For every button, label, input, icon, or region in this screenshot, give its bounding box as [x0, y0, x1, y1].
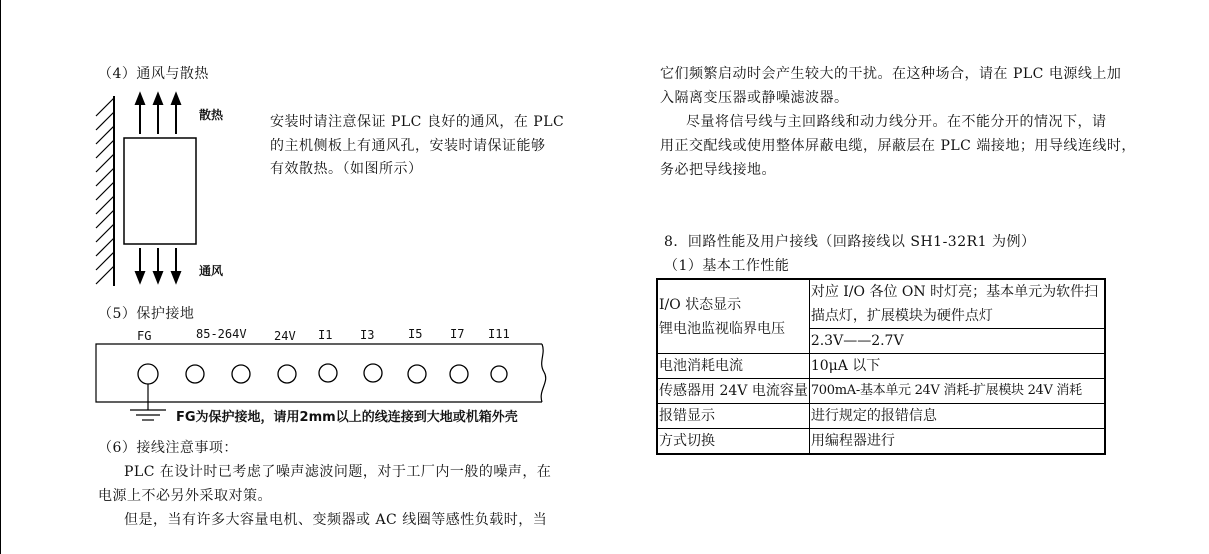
right-para-line-3: 尽量将信号线与主回路线和动力线分开。在不能分开的情况下，请 — [686, 114, 1107, 130]
table-value: 700mA-基本单元 24V 消耗-扩展模块 24V 消耗 — [809, 379, 1105, 404]
terminal-label-i3: I3 — [360, 328, 375, 342]
table-value: 用编程器进行 — [809, 429, 1105, 455]
table-value: 10μA 以下 — [809, 354, 1105, 379]
right-para-line-2: 入隔离变压器或静噪滤波器。 — [660, 90, 849, 106]
table-key: 传感器用 24V 电流容量 — [657, 379, 809, 404]
section-4-title: （4）通风与散热 — [98, 66, 209, 82]
table-row — [657, 404, 1105, 429]
vent-label: 通风 — [199, 264, 224, 278]
right-para-line-1: 它们频繁启动时会产生较大的干扰。在这种场合，请在 PLC 电源线上加 — [660, 66, 1122, 82]
section-6-line-1: PLC 在设计时已考虑了噪声滤波问题，对于工厂内一般的噪声，在 — [124, 464, 552, 480]
terminal-label-i1: I1 — [318, 328, 333, 342]
right-para-line-5: 务必把导线接地。 — [660, 162, 776, 178]
right-para-line-4: 用正交配线或使用整体屏蔽电缆，屏蔽层在 PLC 端接地；用导线连线时， — [660, 138, 1136, 154]
io-status-label: I/O 状态显示 — [659, 296, 742, 313]
terminal-label-i7: I7 — [450, 327, 465, 341]
terminal-label-24v: 24V — [274, 329, 296, 343]
table-row — [657, 279, 1105, 329]
table-row — [657, 429, 1105, 455]
heat-label: 散热 — [199, 108, 224, 122]
section-8-title: 8．回路性能及用户接线（回路接线以 SH1-32R1 为例） — [664, 234, 1036, 250]
terminal-label-power: 85-264V — [196, 327, 247, 341]
section-6-title: （6）接线注意事项： — [98, 440, 238, 456]
battery-voltage-value: 2.3V——2.7V — [809, 329, 1105, 354]
section-6-line-2: 电源上不必另外采取对策。 — [98, 488, 272, 504]
page-left-border — [0, 0, 1, 554]
io-status-value-a: 对应 I/O 各位 ON 时灯亮；基本单元为软件扫 — [810, 284, 1099, 300]
section-8-subtitle: （1）基本工作性能 — [664, 258, 790, 274]
terminal-label-fg: FG — [137, 329, 152, 343]
io-status-value-b: 描点灯，扩展模块为硬件点灯 — [810, 308, 993, 324]
section-4-line-1: 安装时请注意保证 PLC 良好的通风，在 PLC — [270, 114, 565, 130]
battery-voltage-label: 锂电池监视临界电压 — [659, 320, 785, 337]
table-row — [657, 379, 1105, 404]
table-key: 方式切换 — [657, 429, 809, 455]
table-value: 进行规定的报错信息 — [809, 404, 1105, 429]
terminal-label-i11: I11 — [488, 327, 510, 341]
performance-table — [656, 278, 1106, 455]
ground-note: FG为保护接地，请用2mm以上的线连接到大地或机箱外壳 — [176, 410, 518, 425]
table-key: 电池消耗电流 — [657, 354, 809, 379]
table-row — [657, 354, 1105, 379]
table-key: 报错显示 — [657, 404, 809, 429]
terminal-label-i5: I5 — [408, 327, 423, 341]
section-5-title: （5）保护接地 — [98, 306, 195, 322]
table-cell — [657, 279, 809, 354]
section-6-line-3: 但是，当有许多大容量电机、变频器或 AC 线圈等感性负载时，当 — [124, 512, 548, 528]
section-4-line-3: 有效散热。（如图所示） — [270, 161, 423, 177]
section-4-line-2: 的主机侧板上有通风孔，安装时请保证能够 — [270, 138, 546, 154]
table-cell — [809, 279, 1105, 329]
